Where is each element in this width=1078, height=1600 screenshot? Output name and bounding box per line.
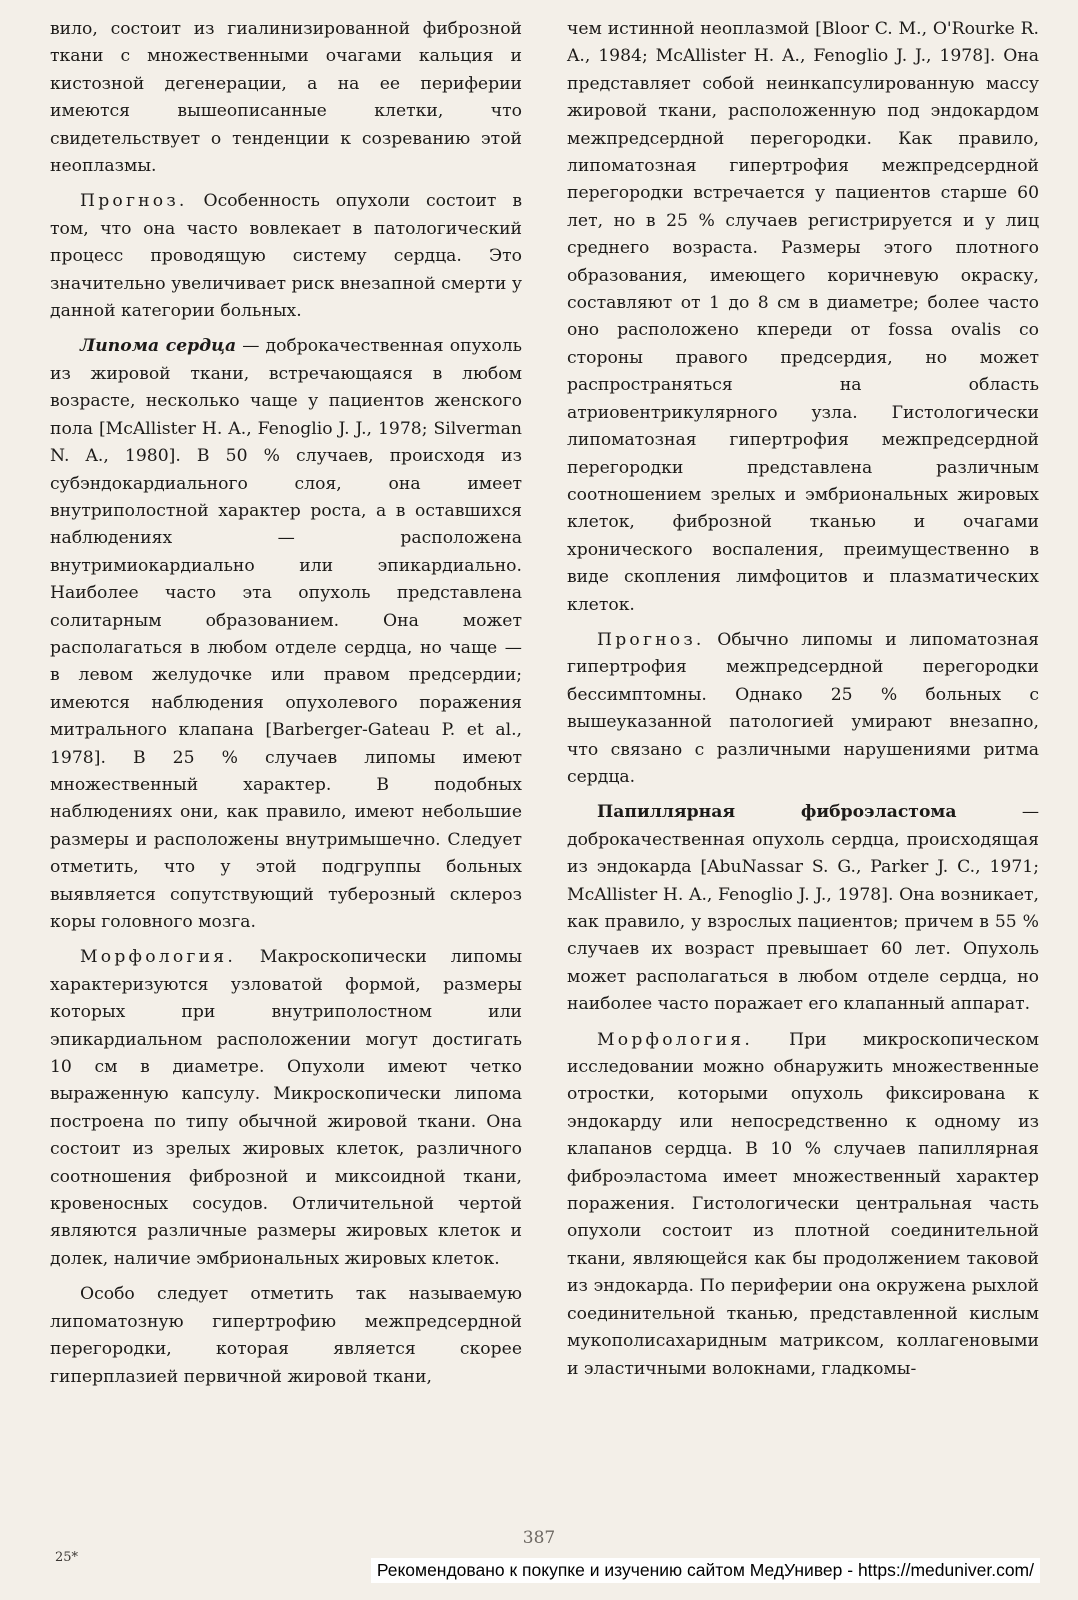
- paragraph-text: Особенность опухоли состоит в том, что она часто вовлекает в патологический процесс проводящую систему сердца. Это значительно увеличивает риск внезапной смерти у данной категории больных.: [50, 191, 522, 322]
- paragraph: [50, 944, 522, 1273]
- paragraph-text: Макроскопически липомы характеризуются узловатой формой, размеры которых при внутриполостном или эпикардиальном расположении могут достигать 10 см в диаметре. Опухоли имеют четко выраженную капсулу. Микроскопически липома построена по типу обычной жировой ткани. Она состоит из зрелых жировых клеток, различного соотношения фиброзной и миксоидной ткани, кровеносных сосудов. Отличительной чертой являются различные размеры жировых клеток и долек, наличие эмбриональных жировых клеток.: [50, 947, 522, 1269]
- paragraph-text: вило, состоит из гиалинизированной фиброзной ткани с множественными очагами кальция и кистозной дегенерации, а на ее периферии имеются вышеописанные клетки, что свидетельствует о тенденции к созреванию этой неоплазмы.: [50, 19, 522, 177]
- paragraph: [50, 188, 522, 325]
- section-lead: Прогноз.: [80, 191, 188, 212]
- paragraph: [567, 627, 1039, 791]
- paragraph: [50, 1281, 522, 1391]
- section-lead: Морфология.: [80, 947, 236, 968]
- paragraph-text: — доброкачественная опухоль из жировой ткани, встречающаяся в любом возрасте, несколько чаще у пациентов женского пола [McAllister H. A., Fenoglio J. J., 1978; Silverman N. A., 1980]. В 50 % случаев, происходя из субэндокардиального слоя, она имеет внутриполостной характер роста, а в оставшихся наблюдениях — расположена внутримиокардиально или эпикардиально. Наиболее часто эта опухоль представлена солитарным образованием. Она может располагаться в любом отделе сердца, но чаще — в левом желудочке или правом предсердии; имеются наблюдения опухолевого поражения митрального клапана [Barberger-Gateau P. et al., 1978]. В 25 % случаев липомы имеют множественный характер. В подобных наблюдениях они, как правило, имеют небольшие размеры и расположены внутримышечно. Следует отметить, что у этой подгруппы больных выявляется сопутствующий туберозный склероз коры головного мозга.: [50, 336, 522, 932]
- paragraph: [50, 333, 522, 936]
- section-lead: Морфология.: [597, 1029, 753, 1050]
- signature-mark: 25*: [55, 1550, 79, 1565]
- section-lead: Прогноз.: [597, 629, 705, 650]
- section-title: Липома сердца: [80, 336, 237, 357]
- left-column: [50, 16, 522, 1399]
- paragraph-text: чем истинной неоплазмой [Bloor C. M., O'Rourke R. A., 1984; McAllister H. A., Fenoglio J. J., 1978]. Она представляет собой неинкапсулированную массу жировой ткани, расположенную под эндокардом межпредсердной перегородки. Как правило, липоматозная гипертрофия межпредсердной перегородки встречается у пациентов старше 60 лет, но в 25 % случаев регистрируется и у лиц среднего возраста. Размеры этого плотного образования, имеющего коричневую окраску, составляют от 1 до 8 см в диаметре; более часто оно расположено кпереди от fossa ovalis со стороны правого предсердия, но может распространяться на область атриовентрикулярного узла. Гистологически липоматозная гипертрофия межпредсердной перегородки представлена различным соотношением зрелых и эмбриональных жировых клеток, фиброзной тканью и очагами хронического воспаления, преимущественно в виде скопления лимфоцитов и плазматических клеток.: [567, 19, 1039, 615]
- paragraph: [567, 799, 1039, 1018]
- right-column: [567, 16, 1039, 1391]
- watermark-banner[interactable]: Рекомендовано к покупке и изучению сайтом МедУнивер - https://meduniver.com/: [371, 1558, 1040, 1583]
- paragraph-text: Обычно липомы и липоматозная гипертрофия межпредсердной перегородки бессимптомны. Однако 25 % больных с вышеуказанной патологией умирают внезапно, что связано с различными нарушениями ритма сердца.: [567, 629, 1039, 787]
- paragraph-text: При микроскопическом исследовании можно обнаружить множественные отростки, которыми опухоль фиксирована к эндокарду или непосредственно к одному из клапанов сердца. В 10 % случаев папиллярная фиброэластома имеет множественный характер поражения. Гистологически центральная часть опухоли состоит из плотной соединительной ткани, являющейся как бы продолжением таковой из эндокарда. По периферии она окружена рыхлой соединительной тканью, представленной кислым мукополисахаридным матриксом, коллагеновыми и эластичными волокнами, гладкомы-: [567, 1029, 1039, 1379]
- paragraph-text: — доброкачественная опухоль сердца, происходящая из эндокарда [AbuNassar S. G., Parker J. C., 1971; McAllister H. A., Fenoglio J. J., 1978]. Она возникает, как правило, у взрослых пациентов; причем в 55 % случаев их возраст превышает 60 лет. Опухоль может располагаться в любом отделе сердца, но наиболее часто поражает его клапанный аппарат.: [567, 802, 1040, 1015]
- paragraph: [567, 1027, 1039, 1383]
- section-title: Папиллярная фиброэластома: [597, 802, 957, 823]
- page-number: 387: [522, 1528, 556, 1548]
- paragraph-text: Особо следует отметить так называемую липоматозную гипертрофию межпредсердной перегородки, которая является скорее гиперплазией первичной жировой ткани,: [50, 1284, 522, 1387]
- paragraph: [50, 16, 522, 180]
- paragraph: [567, 16, 1039, 619]
